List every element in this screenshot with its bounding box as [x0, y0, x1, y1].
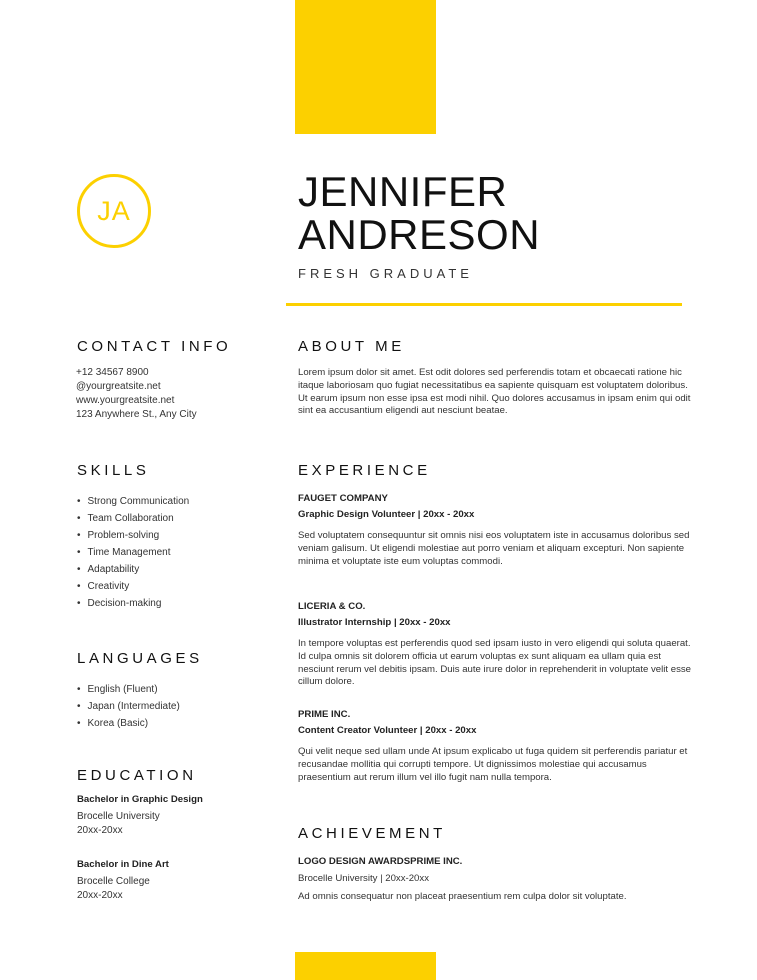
education-years: 20xx-20xx [77, 825, 123, 836]
skills-list [77, 493, 189, 612]
list-item: • Strong Communication [77, 493, 189, 510]
experience-entry [298, 709, 693, 784]
education-degree: Bachelor in Graphic Design [77, 794, 203, 805]
experience-position: Graphic Design Volunteer | 20xx - 20xx [298, 509, 475, 520]
achievement-org: Brocelle University | 20xx-20xx [298, 873, 429, 884]
list-item: • Team Collaboration [77, 510, 189, 527]
achievement-section-title: ACHIEVEMENT [298, 825, 446, 842]
experience-company: FAUGET COMPANY [298, 493, 388, 504]
contact-info [76, 366, 197, 422]
experience-entry [298, 601, 693, 689]
experience-position: Illustrator Internship | 20xx - 20xx [298, 617, 451, 628]
achievement-name: LOGO DESIGN AWARDSPRIME INC. [298, 856, 463, 867]
monogram-badge [77, 174, 151, 248]
list-item: • Japan (Intermediate) [77, 698, 180, 715]
top-accent-block [295, 0, 436, 134]
achievement-entry [298, 856, 627, 904]
languages-list [77, 681, 180, 732]
experience-description: Qui velit neque sed ullam unde At ipsum explicabo ut fuga quidem sit perferendis pariatur et recusandae mollitia qui corrupti tempore. Ut dignissimos molestiae qui accusamus praesentium aut rerum illum vel illo fugit nam nulla tempora. [298, 746, 688, 783]
job-title: FRESH GRADUATE [298, 266, 473, 281]
contact-section-title: CONTACT INFO [77, 338, 232, 355]
first-name: JENNIFER [298, 168, 508, 215]
experience-entry [298, 493, 693, 568]
contact-address: 123 Anywhere St., Any City [76, 409, 197, 420]
about-text: Lorem ipsum dolor sit amet. Est odit dolores sed perferendis totam et obcaecati ratione hic itaque laboriosam quo fugiat necessitatibus ea sapiente quisquam est voluptatem doloribus. Ut earum ipsum non esse ipsa est modi nihil. Quo dolores accusamus in ipsam enim qui odit sint ea accusantium eligendi aut nesciunt beatae. [298, 367, 691, 417]
education-section-title: EDUCATION [77, 767, 197, 784]
contact-website: www.yourgreatsite.net [76, 395, 175, 406]
experience-company: LICERIA & CO. [298, 601, 366, 612]
experience-description: In tempore voluptas est perferendis quod sed ipsam iusto in vero eligendi qui soluta quaerat. Id culpa omnis sit dolorem officia ut earum voluptas ex sunt aliquam ea ullam quia est nesciunt rerum vel debitis ipsam. Duis aute irure dolor in reprehenderit in voluptate velit esse cillum dolore. [298, 638, 692, 688]
list-item: • Time Management [77, 544, 189, 561]
education-entry [77, 794, 203, 838]
languages-section-title: LANGUAGES [77, 650, 203, 667]
contact-social: @yourgreatsite.net [76, 381, 161, 392]
achievement-text: Ad omnis consequatur non placeat praesentium rem culpa dolor sit voluptate. [298, 891, 627, 902]
experience-section-title: EXPERIENCE [298, 462, 431, 479]
list-item: • Adaptability [77, 561, 189, 578]
education-school: Brocelle College [77, 876, 150, 887]
education-years: 20xx-20xx [77, 890, 123, 901]
monogram-text: JA [97, 195, 131, 226]
list-item: • Creativity [77, 578, 189, 595]
list-item: • Decision-making [77, 595, 189, 612]
header-divider [286, 303, 682, 306]
last-name: ANDRESON [298, 211, 541, 258]
list-item: • Korea (Basic) [77, 715, 180, 732]
about-section-title: ABOUT ME [298, 338, 405, 355]
experience-description: Sed voluptatem consequuntur sit omnis nisi eos voluptatem iste in accusamus doloribus sed veniam galisum. Ut eligendi molestiae aut porro veniam et aliquam excepturi. Non sapiente minima et voluptate iste eum voluptas commodi. [298, 530, 690, 567]
education-entry [77, 859, 169, 903]
list-item: • English (Fluent) [77, 681, 180, 698]
skills-section-title: SKILLS [77, 462, 150, 479]
list-item: • Problem-solving [77, 527, 189, 544]
bottom-accent-block [295, 952, 436, 980]
experience-position: Content Creator Volunteer | 20xx - 20xx [298, 725, 477, 736]
full-name [298, 170, 540, 256]
education-school: Brocelle University [77, 811, 160, 822]
contact-phone: +12 34567 8900 [76, 367, 149, 378]
experience-company: PRIME INC. [298, 709, 351, 720]
education-degree: Bachelor in Dine Art [77, 859, 169, 870]
